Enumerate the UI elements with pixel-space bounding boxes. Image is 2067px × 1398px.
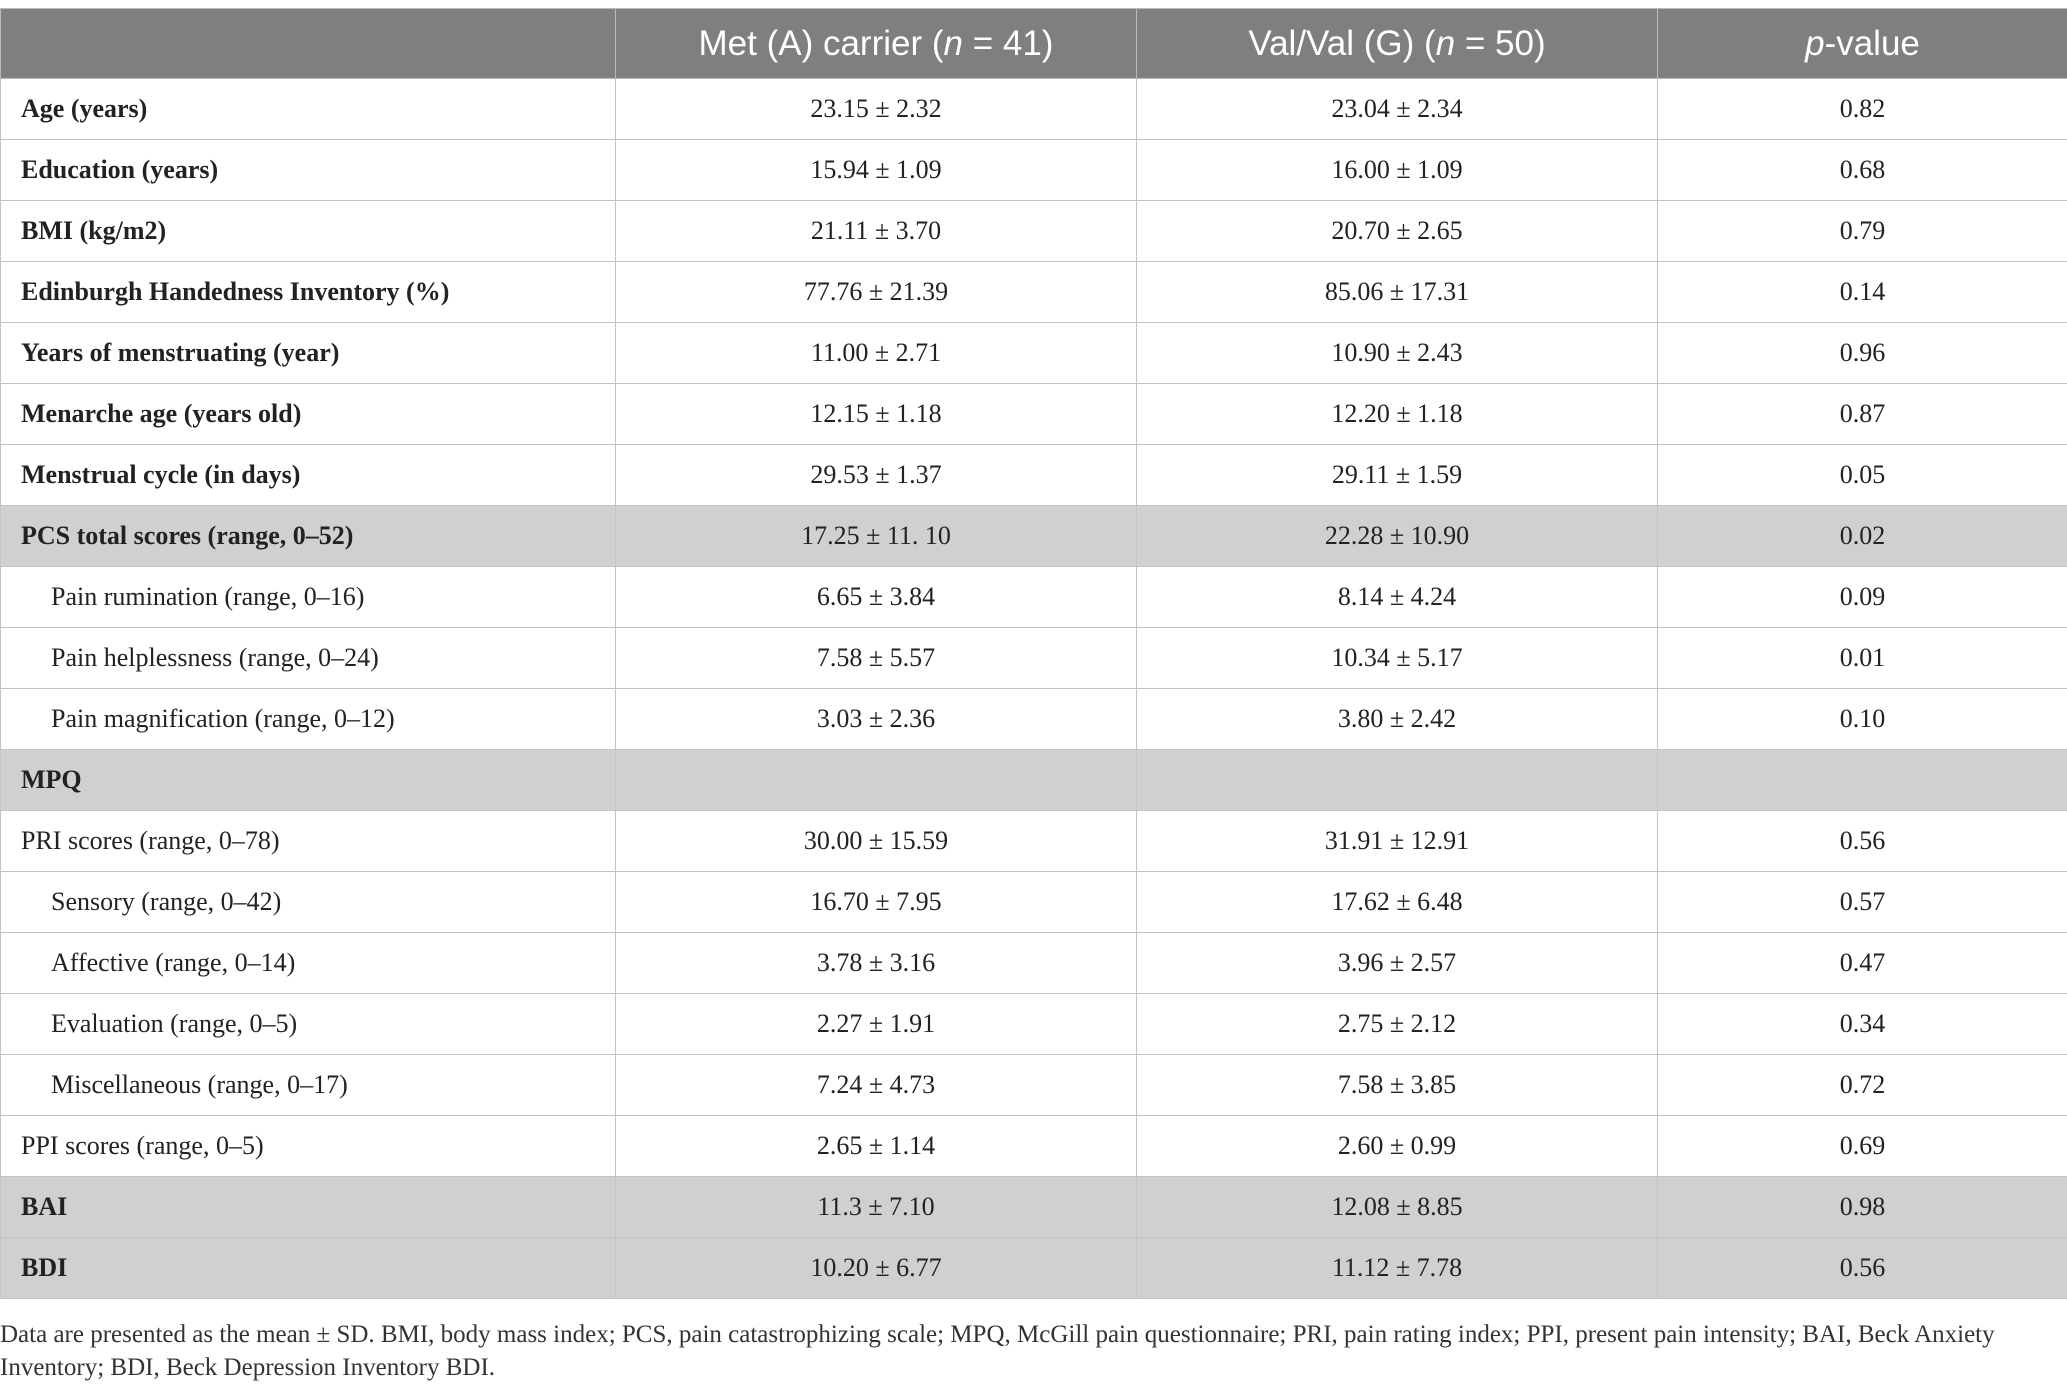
table-row: [1, 384, 2067, 445]
met-carrier-value: 29.53 ± 1.37: [616, 445, 1137, 506]
row-label: PCS total scores (range, 0–52): [1, 506, 616, 567]
table-row: [1, 1238, 2067, 1299]
p-value: 0.14: [1658, 262, 2067, 323]
p-value: 0.82: [1658, 79, 2067, 140]
p-value: 0.96: [1658, 323, 2067, 384]
p-value: [1658, 750, 2067, 811]
val-val-value: 3.80 ± 2.42: [1137, 689, 1658, 750]
data-table-container: [0, 8, 2067, 1299]
met-carrier-value: 7.24 ± 4.73: [616, 1055, 1137, 1116]
val-val-value: 10.90 ± 2.43: [1137, 323, 1658, 384]
row-label: Age (years): [1, 79, 616, 140]
met-carrier-value: 2.27 ± 1.91: [616, 994, 1137, 1055]
met-carrier-value: 11.00 ± 2.71: [616, 323, 1137, 384]
met-carrier-value: 77.76 ± 21.39: [616, 262, 1137, 323]
row-label: Pain magnification (range, 0–12): [1, 689, 616, 750]
row-label: MPQ: [1, 750, 616, 811]
met-carrier-value: 11.3 ± 7.10: [616, 1177, 1137, 1238]
p-value: 0.56: [1658, 1238, 2067, 1299]
met-carrier-value: 15.94 ± 1.09: [616, 140, 1137, 201]
met-carrier-value: [616, 750, 1137, 811]
header-text: -value: [1824, 23, 1920, 63]
met-carrier-value: 30.00 ± 15.59: [616, 811, 1137, 872]
table-body: [1, 79, 2067, 1299]
header-text: = 41): [962, 23, 1054, 63]
table-row: [1, 811, 2067, 872]
p-value: 0.98: [1658, 1177, 2067, 1238]
row-label: Evaluation (range, 0–5): [1, 994, 616, 1055]
table-row: [1, 445, 2067, 506]
val-val-value: 23.04 ± 2.34: [1137, 79, 1658, 140]
p-value: 0.87: [1658, 384, 2067, 445]
p-value: 0.72: [1658, 1055, 2067, 1116]
header-cell-val-val: [1137, 9, 1658, 79]
table-row: [1, 506, 2067, 567]
header-row: [1, 9, 2067, 79]
val-val-value: 10.34 ± 5.17: [1137, 628, 1658, 689]
table-row: [1, 201, 2067, 262]
row-label: PRI scores (range, 0–78): [1, 811, 616, 872]
row-label: BAI: [1, 1177, 616, 1238]
val-val-value: 7.58 ± 3.85: [1137, 1055, 1658, 1116]
header-cell-variable: [1, 9, 616, 79]
table-footnote: Data are presented as the mean ± SD. BMI, body mass index; PCS, pain catastrophizing scale; MPQ, McGill pain questionnaire; PRI, pain rating index; PPI, present pain intensity; BAI, Beck Anxiety Inventory; BDI, Beck Depression Inventory BDI.: [0, 1321, 1995, 1381]
met-carrier-value: 7.58 ± 5.57: [616, 628, 1137, 689]
p-value: 0.01: [1658, 628, 2067, 689]
row-label: Miscellaneous (range, 0–17): [1, 1055, 616, 1116]
val-val-value: 11.12 ± 7.78: [1137, 1238, 1658, 1299]
table-row: [1, 994, 2067, 1055]
met-carrier-value: 17.25 ± 11. 10: [616, 506, 1137, 567]
val-val-value: 17.62 ± 6.48: [1137, 872, 1658, 933]
row-label: Edinburgh Handedness Inventory (%): [1, 262, 616, 323]
val-val-value: 31.91 ± 12.91: [1137, 811, 1658, 872]
row-label: Years of menstruating (year): [1, 323, 616, 384]
met-carrier-value: 6.65 ± 3.84: [616, 567, 1137, 628]
table-header: [1, 9, 2067, 79]
header-italic-p: p: [1805, 23, 1825, 63]
row-label: Menstrual cycle (in days): [1, 445, 616, 506]
val-val-value: 2.75 ± 2.12: [1137, 994, 1658, 1055]
row-label: PPI scores (range, 0–5): [1, 1116, 616, 1177]
header-cell-p-value: [1658, 9, 2067, 79]
val-val-value: 16.00 ± 1.09: [1137, 140, 1658, 201]
p-value: 0.79: [1658, 201, 2067, 262]
table-row: [1, 872, 2067, 933]
met-carrier-value: 10.20 ± 6.77: [616, 1238, 1137, 1299]
met-carrier-value: 21.11 ± 3.70: [616, 201, 1137, 262]
val-val-value: 29.11 ± 1.59: [1137, 445, 1658, 506]
p-value: 0.47: [1658, 933, 2067, 994]
val-val-value: 12.08 ± 8.85: [1137, 1177, 1658, 1238]
table-row: [1, 628, 2067, 689]
p-value: 0.69: [1658, 1116, 2067, 1177]
p-value: 0.34: [1658, 994, 2067, 1055]
val-val-value: 22.28 ± 10.90: [1137, 506, 1658, 567]
p-value: 0.56: [1658, 811, 2067, 872]
table-row: [1, 323, 2067, 384]
table-row: [1, 1116, 2067, 1177]
p-value: 0.57: [1658, 872, 2067, 933]
header-text: Met (A) carrier (: [698, 23, 944, 63]
row-label: BDI: [1, 1238, 616, 1299]
p-value: 0.10: [1658, 689, 2067, 750]
table-row: [1, 1177, 2067, 1238]
row-label: Affective (range, 0–14): [1, 933, 616, 994]
met-carrier-value: 3.03 ± 2.36: [616, 689, 1137, 750]
val-val-value: 2.60 ± 0.99: [1137, 1116, 1658, 1177]
data-table: [0, 8, 2067, 1299]
table-row: [1, 140, 2067, 201]
header-italic-n: n: [943, 23, 963, 63]
p-value: 0.09: [1658, 567, 2067, 628]
header-italic-n: n: [1435, 23, 1456, 63]
val-val-value: 12.20 ± 1.18: [1137, 384, 1658, 445]
val-val-value: 8.14 ± 4.24: [1137, 567, 1658, 628]
val-val-value: 85.06 ± 17.31: [1137, 262, 1658, 323]
header-text: = 50): [1455, 23, 1546, 63]
row-label: Pain rumination (range, 0–16): [1, 567, 616, 628]
val-val-value: 3.96 ± 2.57: [1137, 933, 1658, 994]
table-row: [1, 750, 2067, 811]
met-carrier-value: 3.78 ± 3.16: [616, 933, 1137, 994]
met-carrier-value: 16.70 ± 7.95: [616, 872, 1137, 933]
table-row: [1, 689, 2067, 750]
met-carrier-value: 23.15 ± 2.32: [616, 79, 1137, 140]
val-val-value: [1137, 750, 1658, 811]
table-row: [1, 933, 2067, 994]
p-value: 0.02: [1658, 506, 2067, 567]
table-row: [1, 262, 2067, 323]
met-carrier-value: 12.15 ± 1.18: [616, 384, 1137, 445]
row-label: Education (years): [1, 140, 616, 201]
p-value: 0.68: [1658, 140, 2067, 201]
table-row: [1, 79, 2067, 140]
row-label: Menarche age (years old): [1, 384, 616, 445]
header-text: Val/Val (G) (: [1248, 23, 1436, 63]
header-cell-met-carrier: [616, 9, 1137, 79]
p-value: 0.05: [1658, 445, 2067, 506]
met-carrier-value: 2.65 ± 1.14: [616, 1116, 1137, 1177]
table-row: [1, 567, 2067, 628]
row-label: BMI (kg/m2): [1, 201, 616, 262]
table-row: [1, 1055, 2067, 1116]
row-label: Sensory (range, 0–42): [1, 872, 616, 933]
row-label: Pain helplessness (range, 0–24): [1, 628, 616, 689]
val-val-value: 20.70 ± 2.65: [1137, 201, 1658, 262]
